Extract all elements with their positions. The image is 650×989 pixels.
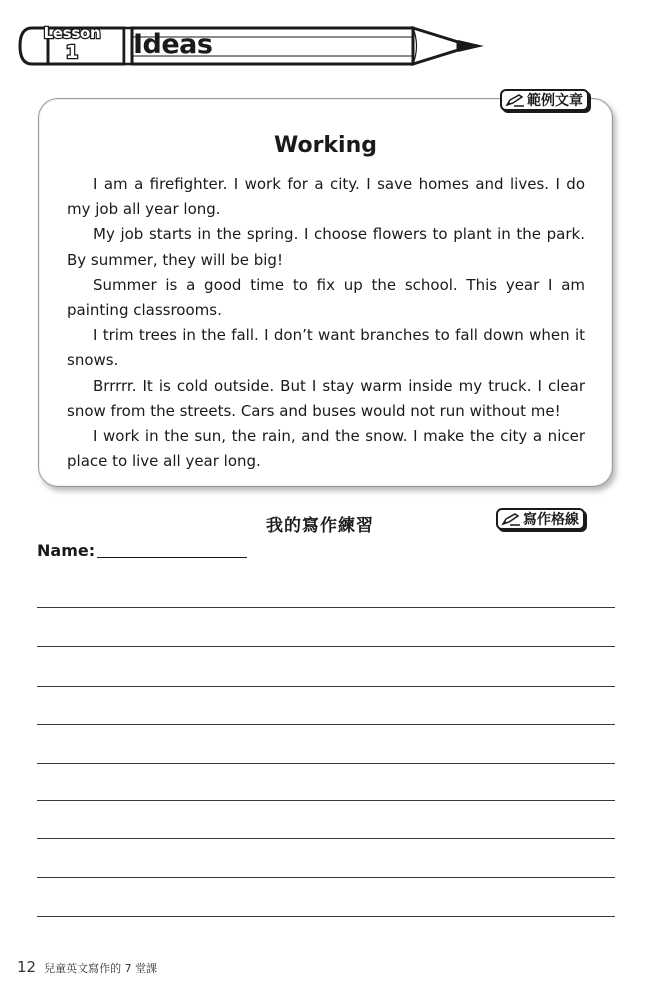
name-label: Name: [37, 541, 96, 560]
lesson-label: Lesson [43, 24, 101, 42]
writing-lines-tag [496, 508, 585, 530]
story-title: Working [273, 133, 378, 158]
name-input-line[interactable] [97, 557, 247, 558]
writing-lines-tag-label: 寫作格線 [523, 512, 579, 528]
book-title: 兒童英文寫作的 7 堂課 [44, 962, 158, 975]
story-paragraph: Summer is a good time to fix up the school. This year I am painting classrooms. [67, 275, 585, 320]
sample-article-tag [500, 89, 589, 111]
story-paragraph: My job starts in the spring. I choose flowers to plant in the park. By summer, they will be big! [67, 225, 585, 269]
writing-line[interactable] [37, 800, 615, 801]
pen-icon [501, 512, 521, 526]
writing-line[interactable] [37, 686, 615, 687]
story-body [67, 172, 585, 474]
story-paragraph: I trim trees in the fall. I don’t want branches to fall down when it snows. [67, 326, 585, 370]
writing-line[interactable] [37, 607, 615, 608]
writing-line[interactable] [37, 838, 615, 839]
page-footer [17, 958, 157, 976]
writing-line[interactable] [37, 763, 615, 764]
story-paragraph: I am a firefighter. I work for a city. I save homes and lives. I do my job all year long. [67, 175, 585, 219]
writing-line[interactable] [37, 646, 615, 647]
lesson-number: 1 [65, 42, 79, 63]
pen-icon [505, 93, 525, 107]
writing-line[interactable] [37, 724, 615, 725]
page-number: 12 [17, 958, 37, 976]
lesson-topic: Ideas [133, 29, 213, 60]
practice-title: 我的寫作練習 [266, 516, 374, 536]
writing-line[interactable] [37, 916, 615, 917]
writing-line[interactable] [37, 877, 615, 878]
story-paragraph: I work in the sun, the rain, and the snow. I make the city a nicer place to live all year long. [67, 427, 585, 471]
story-paragraph: Brrrrr. It is cold outside. But I stay warm inside my truck. I clear snow from the streets. Cars and buses would not run without me! [67, 376, 585, 420]
sample-article-tag-label: 範例文章 [527, 93, 583, 109]
